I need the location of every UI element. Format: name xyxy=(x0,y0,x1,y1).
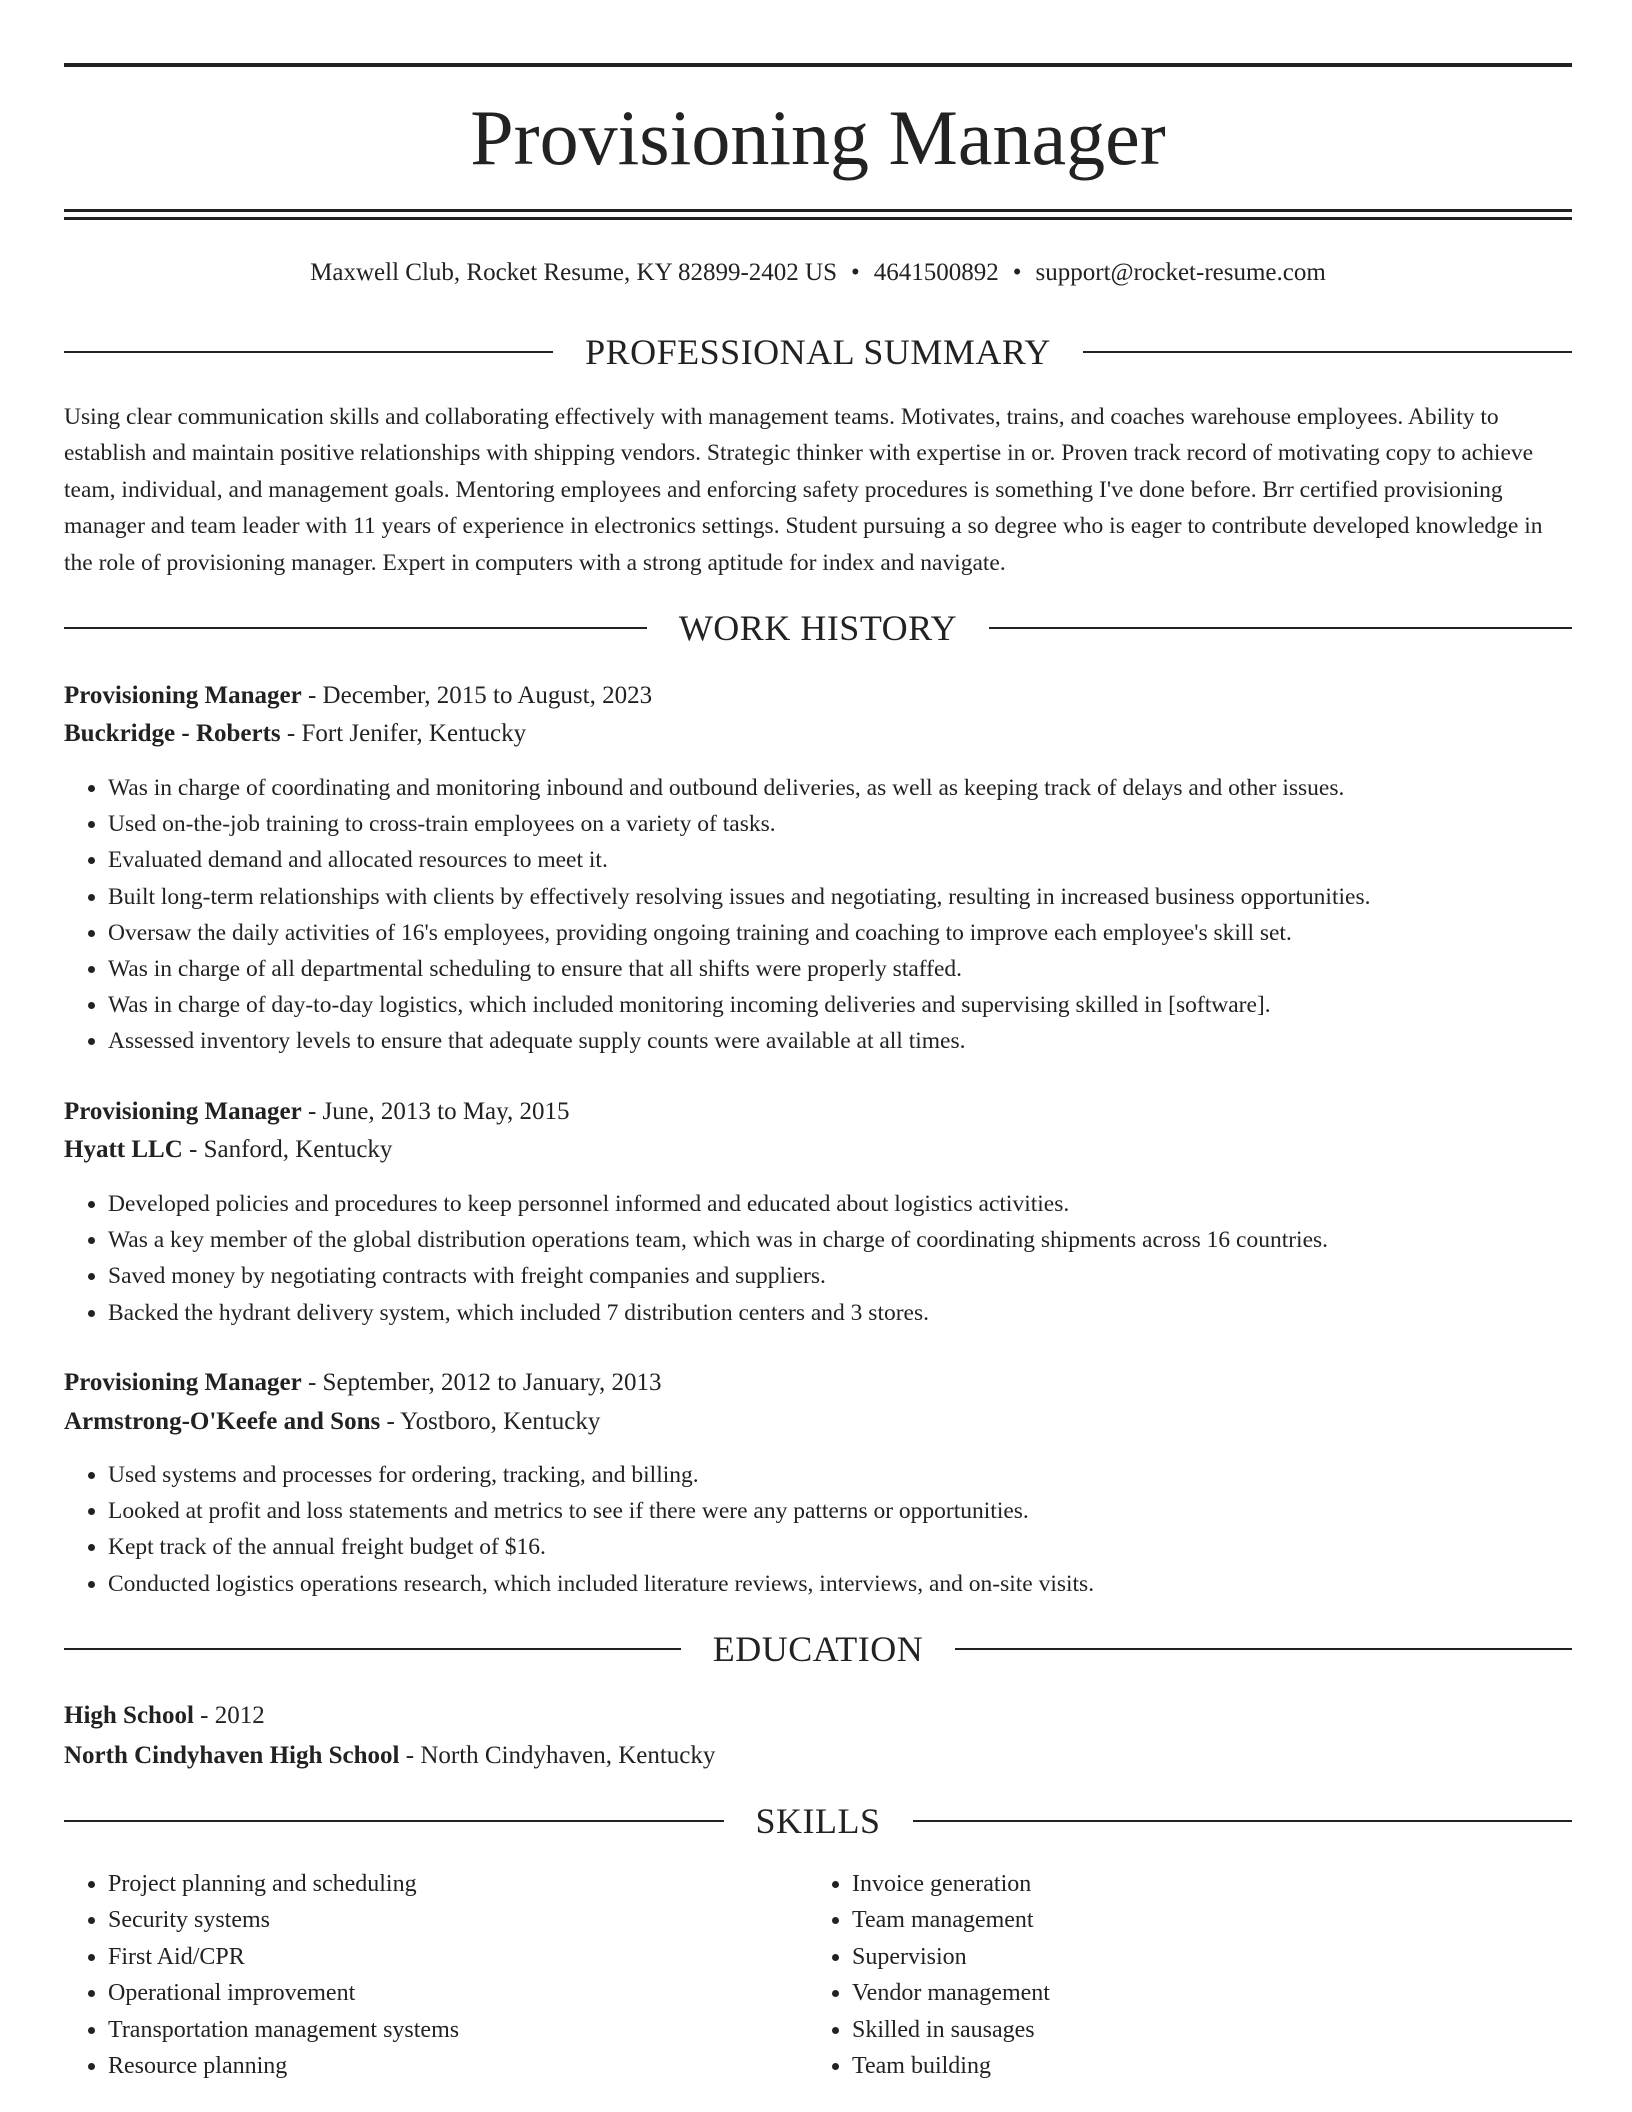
job-title-line xyxy=(64,1364,662,1402)
job-bullets xyxy=(64,770,1370,1060)
divider-line xyxy=(913,1820,1573,1822)
resume-title: Provisioning Manager xyxy=(470,94,1166,181)
job-bullet: • Saved money by negotiating contracts with freight companies and suppliers. xyxy=(108,1258,1328,1294)
section-heading-skills xyxy=(64,1799,1572,1843)
job-title: Provisioning Manager xyxy=(64,682,302,709)
skill-item: • Team management xyxy=(852,1902,1050,1938)
skill-item: • Team building xyxy=(852,2048,1050,2084)
section-title: PROFESSIONAL SUMMARY xyxy=(585,332,1051,372)
section-title: SKILLS xyxy=(755,1801,881,1841)
header-rule-1 xyxy=(64,209,1572,212)
skill-item: • Resource planning xyxy=(108,2048,459,2084)
divider-line xyxy=(64,627,647,629)
job-title: Provisioning Manager xyxy=(64,1098,302,1125)
job-bullet: • Oversaw the daily activities of 16's employees, providing ongoing training and coaching to improve each employee's skill set. xyxy=(108,915,1370,951)
job-bullet: • Developed policies and procedures to keep personnel informed and educated about logistics activities. xyxy=(108,1186,1328,1222)
job-title-line xyxy=(64,677,652,715)
skill-item: • Supervision xyxy=(852,1939,1050,1975)
skill-item: • Operational improvement xyxy=(108,1975,459,2011)
header-rule-2 xyxy=(64,217,1572,220)
divider-line xyxy=(955,1648,1572,1650)
contact-line xyxy=(64,253,1572,293)
job-bullet: • Built long-term relationships with clients by effectively resolving issues and negotiating, resulting in increased business opportunities. xyxy=(108,879,1370,915)
section-heading-education xyxy=(64,1627,1572,1671)
job-title-line xyxy=(64,1093,570,1131)
contact-email: support@rocket-resume.com xyxy=(1035,259,1326,286)
job-company-line xyxy=(64,1131,392,1169)
job-company: Hyatt LLC xyxy=(64,1136,183,1163)
job-bullet: • Evaluated demand and allocated resources to meet it. xyxy=(108,842,1370,878)
job-bullet: • Backed the hydrant delivery system, which included 7 distribution centers and 3 stores. xyxy=(108,1295,1328,1331)
skill-item: • Project planning and scheduling xyxy=(108,1866,459,1902)
section-heading-summary xyxy=(64,330,1572,374)
skill-item: • Invoice generation xyxy=(852,1866,1050,1902)
job-bullet: • Was in charge of day-to-day logistics, which included monitoring incoming deliveries and supervising skilled in [software]. xyxy=(108,987,1370,1023)
job-bullet: • Was in charge of all departmental scheduling to ensure that all shifts were properly staffed. xyxy=(108,951,1370,987)
skill-item: • Skilled in sausages xyxy=(852,2012,1050,2048)
job-location: - Yostboro, Kentucky xyxy=(380,1408,601,1435)
skills-list-left xyxy=(64,1866,459,2084)
job-company-line xyxy=(64,715,526,753)
job-bullet: • Was in charge of coordinating and monitoring inbound and outbound deliveries, as well as keeping track of delays and other issues. xyxy=(108,770,1370,806)
job-bullets xyxy=(64,1457,1094,1602)
section-title: WORK HISTORY xyxy=(678,608,958,648)
divider-line xyxy=(64,1820,724,1822)
education-location: - North Cindyhaven, Kentucky xyxy=(399,1742,716,1769)
divider-line xyxy=(1083,351,1572,353)
job-dates: - September, 2012 to January, 2013 xyxy=(301,1369,662,1396)
section-heading-work-history xyxy=(64,606,1572,650)
job-bullet: • Conducted logistics operations research, which included literature reviews, interviews, and on-site visits. xyxy=(108,1566,1094,1602)
divider-line xyxy=(989,627,1572,629)
header-top-rule xyxy=(64,63,1572,67)
job-dates: - December, 2015 to August, 2023 xyxy=(301,682,653,709)
job-company: Buckridge - Roberts xyxy=(64,720,281,747)
job-company-line xyxy=(64,1403,600,1441)
skill-item: • Security systems xyxy=(108,1902,459,1938)
education-degree-line xyxy=(64,1697,265,1735)
education-school-line xyxy=(64,1737,715,1775)
contact-address: Maxwell Club, Rocket Resume, KY 82899-2402 US xyxy=(310,259,837,286)
education-school: North Cindyhaven High School xyxy=(64,1742,400,1769)
skills-list-right xyxy=(808,1866,1050,2084)
job-bullet: • Used on-the-job training to cross-train employees on a variety of tasks. xyxy=(108,806,1370,842)
education-year: - 2012 xyxy=(193,1702,265,1729)
job-title: Provisioning Manager xyxy=(64,1369,302,1396)
job-bullet: • Was a key member of the global distribution operations team, which was in charge of coordinating shipments across 16 countries. xyxy=(108,1222,1328,1258)
job-bullet: • Used systems and processes for ordering, tracking, and billing. xyxy=(108,1457,1094,1493)
contact-separator: • xyxy=(1012,259,1022,286)
skill-item: • Vendor management xyxy=(852,1975,1050,2011)
job-location: - Sanford, Kentucky xyxy=(182,1136,393,1163)
job-company: Armstrong-O'Keefe and Sons xyxy=(64,1408,381,1435)
education-degree: High School xyxy=(64,1702,194,1729)
job-dates: - June, 2013 to May, 2015 xyxy=(301,1098,570,1125)
section-title: EDUCATION xyxy=(712,1629,924,1669)
skill-item: • First Aid/CPR xyxy=(108,1939,459,1975)
job-location: - Fort Jenifer, Kentucky xyxy=(280,720,527,747)
divider-line xyxy=(64,351,553,353)
job-bullet: • Looked at profit and loss statements and metrics to see if there were any patterns or opportunities. xyxy=(108,1493,1094,1529)
divider-line xyxy=(64,1648,681,1650)
summary-text: Using clear communication skills and collaborating effectively with management teams. Motivates, trains, and coaches warehouse employees. Ability to establish and maintain positive relationships with shipping vendors. Strategic thinker with expertise in or. Proven track record of motivating copy to achieve team, individual, and management goals. Mentoring employees and enforcing safety procedures is something I've done before. Brr certified provisioning manager and team leader with 11 years of experience in electronics settings. Student pursuing a so degree who is eager to contribute developed knowledge in the role of provisioning manager. Expert in computers with a strong aptitude for index and navigate. xyxy=(64,404,1543,576)
job-bullets xyxy=(64,1186,1328,1331)
job-bullet: • Assessed inventory levels to ensure that adequate supply counts were available at all times. xyxy=(108,1023,1370,1059)
job-bullet: • Kept track of the annual freight budget of $16. xyxy=(108,1529,1094,1565)
skill-item: • Transportation management systems xyxy=(108,2012,459,2048)
contact-phone: 4641500892 xyxy=(873,259,999,286)
contact-separator: • xyxy=(850,259,860,286)
